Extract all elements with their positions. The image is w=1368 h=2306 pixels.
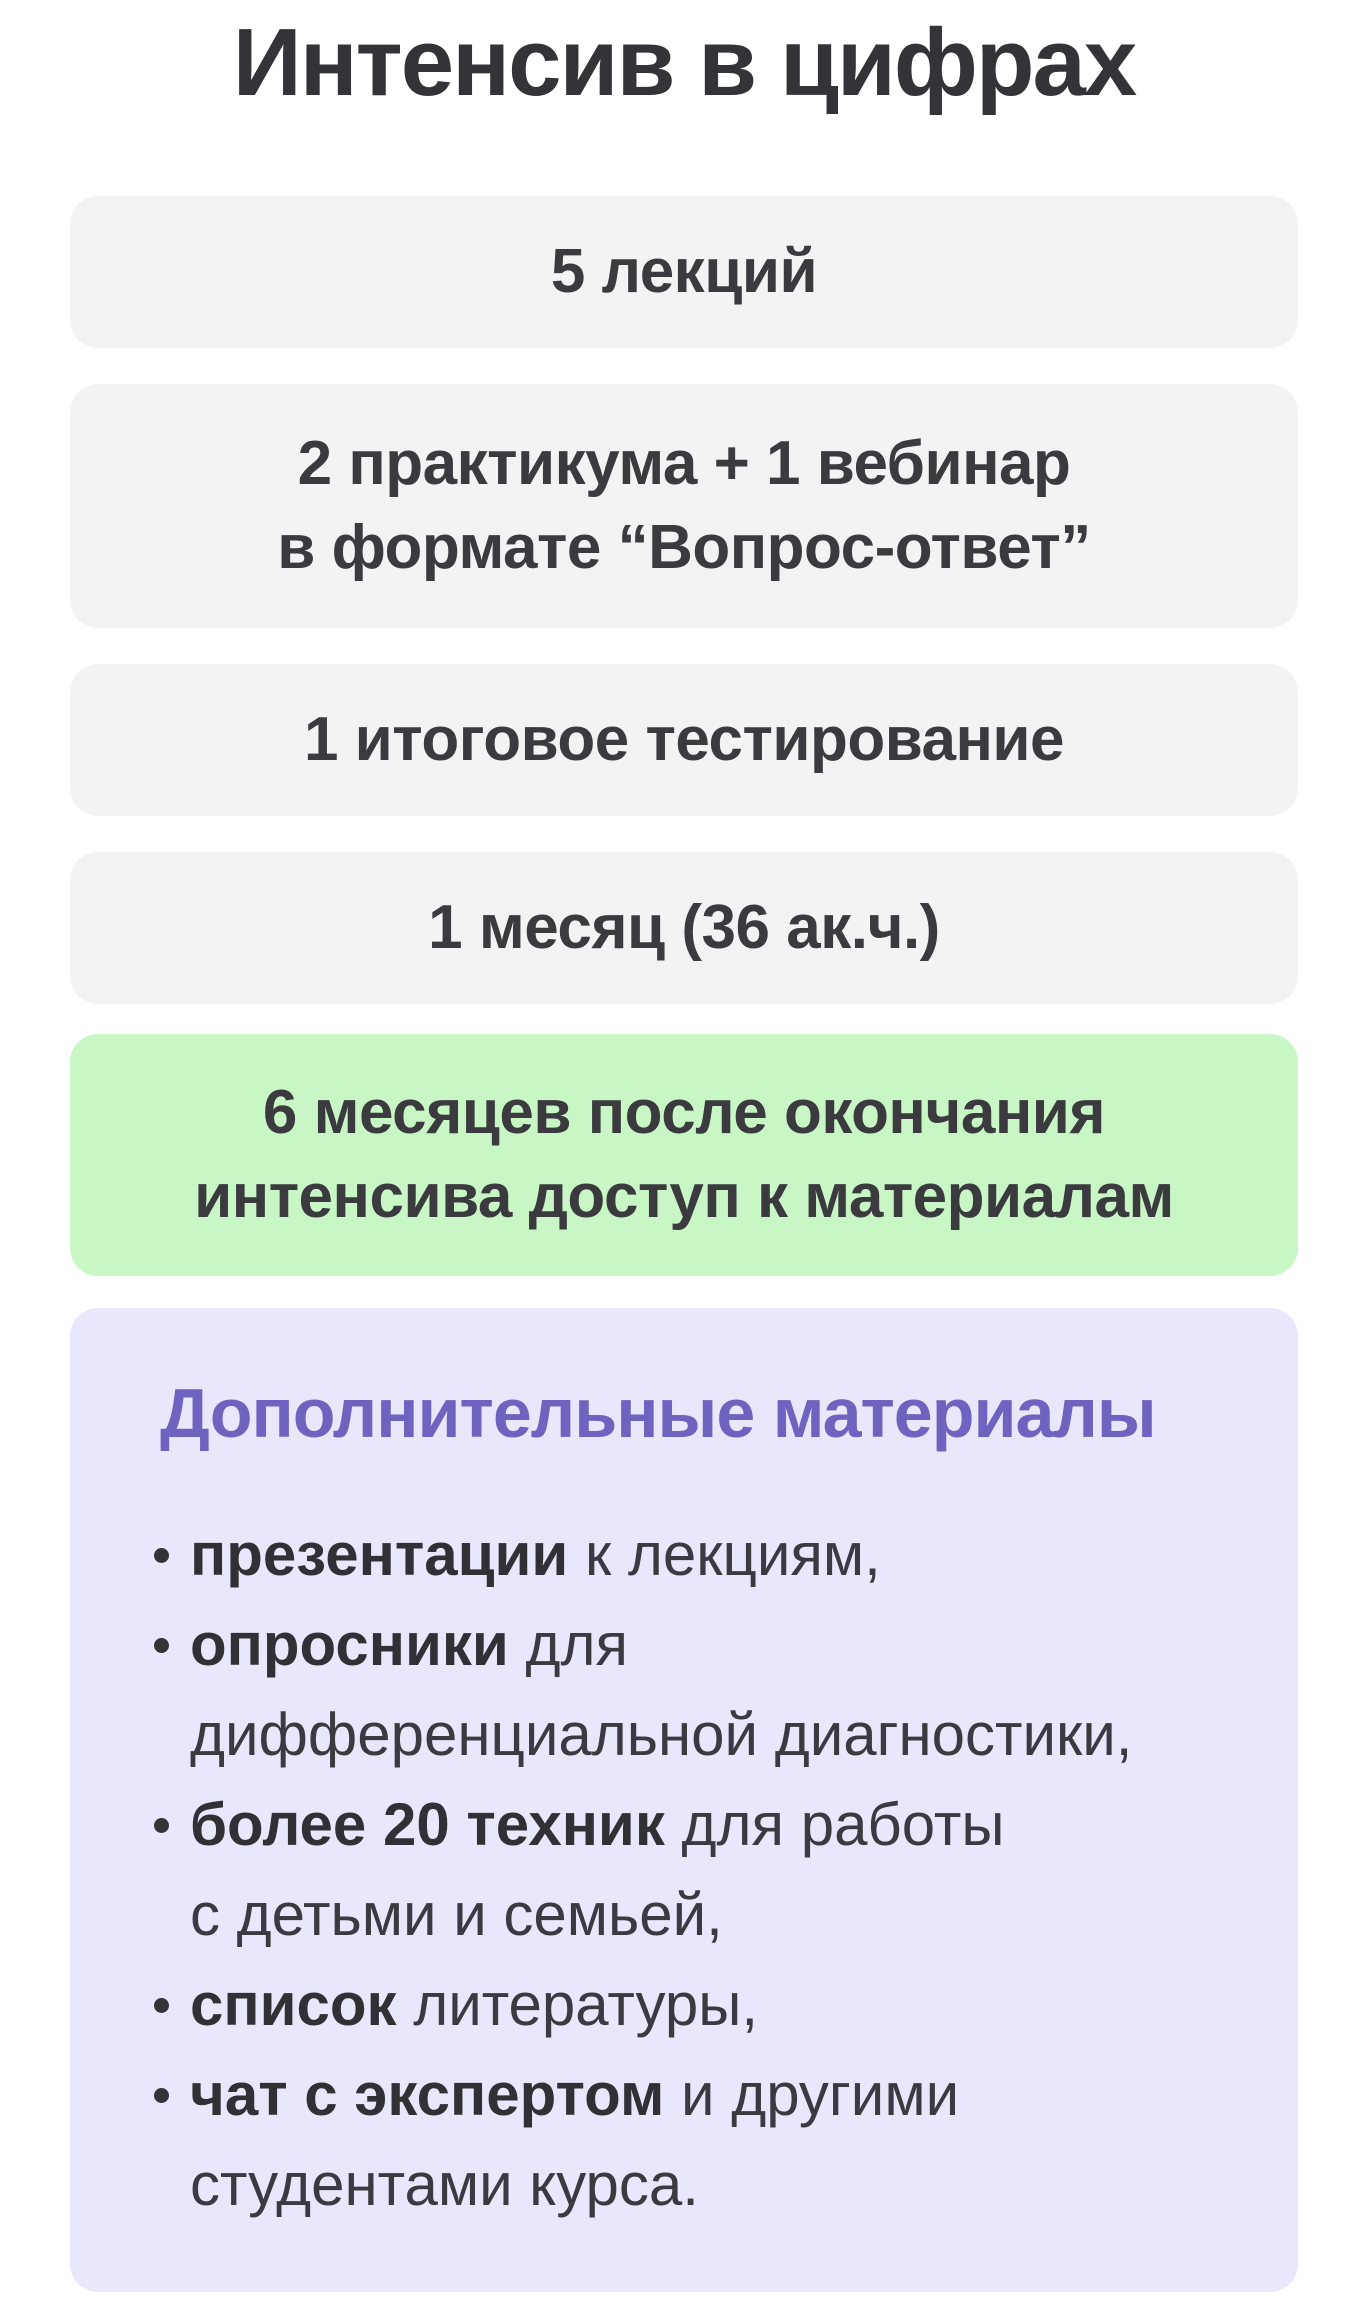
stat-line: в формате “Вопрос-ответ” [277, 513, 1091, 582]
page-title: Интенсив в цифрах [232, 9, 1136, 116]
stats-card-lectures [70, 196, 1298, 348]
stat-line: 1 месяц (36 ак.ч.) [428, 893, 940, 962]
list-item-rest: литературы, [396, 1971, 758, 2038]
materials-list [160, 1510, 1242, 2230]
list-item-bold: опросники [190, 1611, 509, 1678]
list-item-expert-chat [190, 2050, 1242, 2230]
list-item-line2: с детьми и семьей, [190, 1881, 723, 1948]
list-item-bold: презентации [190, 1521, 569, 1588]
stats-card-list [70, 196, 1298, 2292]
stat-line: 1 итоговое тестирование [303, 705, 1065, 774]
list-item-rest: и другими [664, 2061, 960, 2128]
list-item-techniques [190, 1780, 1242, 1960]
materials-card [70, 1308, 1298, 2292]
page [0, 8, 1368, 2292]
stats-card-practicums [70, 384, 1298, 628]
stat-line: 2 практикума + 1 вебинар [297, 429, 1071, 498]
list-item-bold: более 20 техник [190, 1791, 665, 1858]
stats-card-access [70, 1034, 1298, 1276]
stat-line: 5 лекций [550, 237, 818, 306]
stats-card-testing [70, 664, 1298, 816]
list-item-line2: студентами курса. [190, 2151, 699, 2218]
list-item-questionnaires [190, 1600, 1242, 1780]
list-item-reading-list [190, 1960, 1242, 2050]
list-item-bold: чат с экспертом [190, 2061, 665, 2128]
stat-line: интенсива доступ к материалам [194, 1162, 1174, 1231]
list-item-bold: список [190, 1971, 397, 2038]
stats-card-duration [70, 852, 1298, 1004]
list-item-presentations [190, 1510, 1242, 1600]
list-item-rest: для [508, 1611, 628, 1678]
list-item-rest: к лекциям, [568, 1521, 881, 1588]
materials-heading: Дополнительные материалы [160, 1374, 1156, 1452]
list-item-rest: для работы [664, 1791, 1005, 1858]
stat-line: 6 месяцев после окончания [262, 1078, 1106, 1147]
list-item-line2: дифференциальной диагностики, [190, 1701, 1133, 1768]
